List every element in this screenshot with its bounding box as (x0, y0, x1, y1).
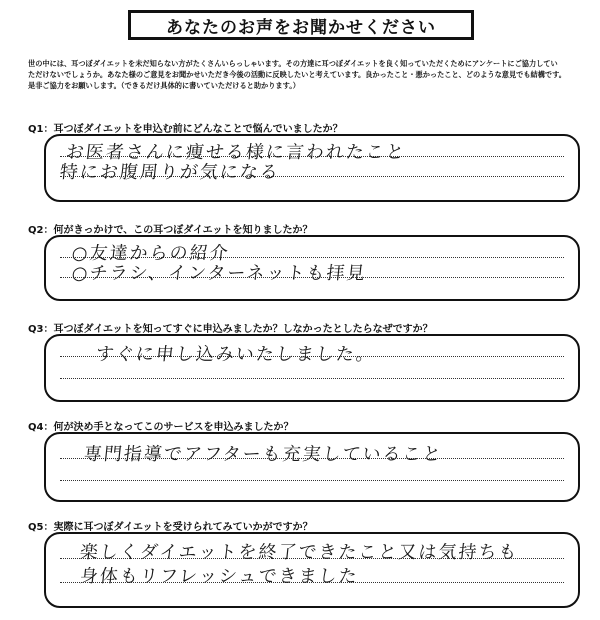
question-4-label: Q4：何が決め手となってこのサービスを申込みましたか？ (28, 422, 294, 433)
answer-box-5 (44, 532, 580, 608)
question-3-label: Q3：耳つぼダイエットを知ってすぐに申込みましたか？しなかったとしたらなぜですか？ (28, 324, 433, 335)
answer-box-1 (44, 134, 580, 202)
intro-text (28, 58, 576, 91)
question-1-label: Q1：耳つぼダイエットを申込む前にどんなことで悩んでいましたか？ (28, 124, 343, 135)
handwritten-answer: 特にお腹周りが気になる (58, 162, 281, 183)
answer-box-3 (44, 334, 580, 402)
question-5-label: Q5：実際に耳つぼダイエットを受けられてみていかがですか？ (28, 522, 313, 533)
answer-box-2 (44, 235, 580, 301)
answer-box-4 (44, 432, 580, 502)
handwritten-answer: お医者さんに痩せる様に言われたこと (64, 142, 407, 163)
handwritten-answer: すぐに申し込みいたしました。 (94, 344, 377, 365)
intro-line: ただけないでしょうか。あなた様のご意見をお聞かせいただき今後の活動に反映したいと考えています。良かったこと・悪かったこと、どのような意見でも結構です。 (28, 70, 566, 79)
handwritten-answer: 身体もリフレッシュできました (78, 566, 360, 587)
answer-line (60, 378, 564, 379)
intro-line: 是非ご協力をお願いします。（できるだけ具体的に書いていただけると助かります。） (28, 81, 300, 90)
intro-line: 世の中には、耳つぼダイエットを未だ知らない方がたくさんいらっしゃいます。その方達に耳つぼダイエットを良く知っていただくためにアンケートにご協力してい (28, 59, 558, 68)
answer-line (60, 480, 564, 481)
handwritten-answer: 楽しくダイエットを終了できたこと又は気持ちも (78, 542, 520, 563)
handwritten-answer: ○友達からの紹介 (70, 243, 231, 264)
handwritten-answer: 専門指導でアフターも充実していること (82, 444, 444, 465)
handwritten-answer: ○チラシ、インターネットも拝見 (70, 263, 368, 284)
page-title: あなたのお声をお聞かせください (128, 10, 474, 40)
question-2-label: Q2：何がきっかけで、この耳つぼダイエットを知りましたか？ (28, 225, 313, 236)
